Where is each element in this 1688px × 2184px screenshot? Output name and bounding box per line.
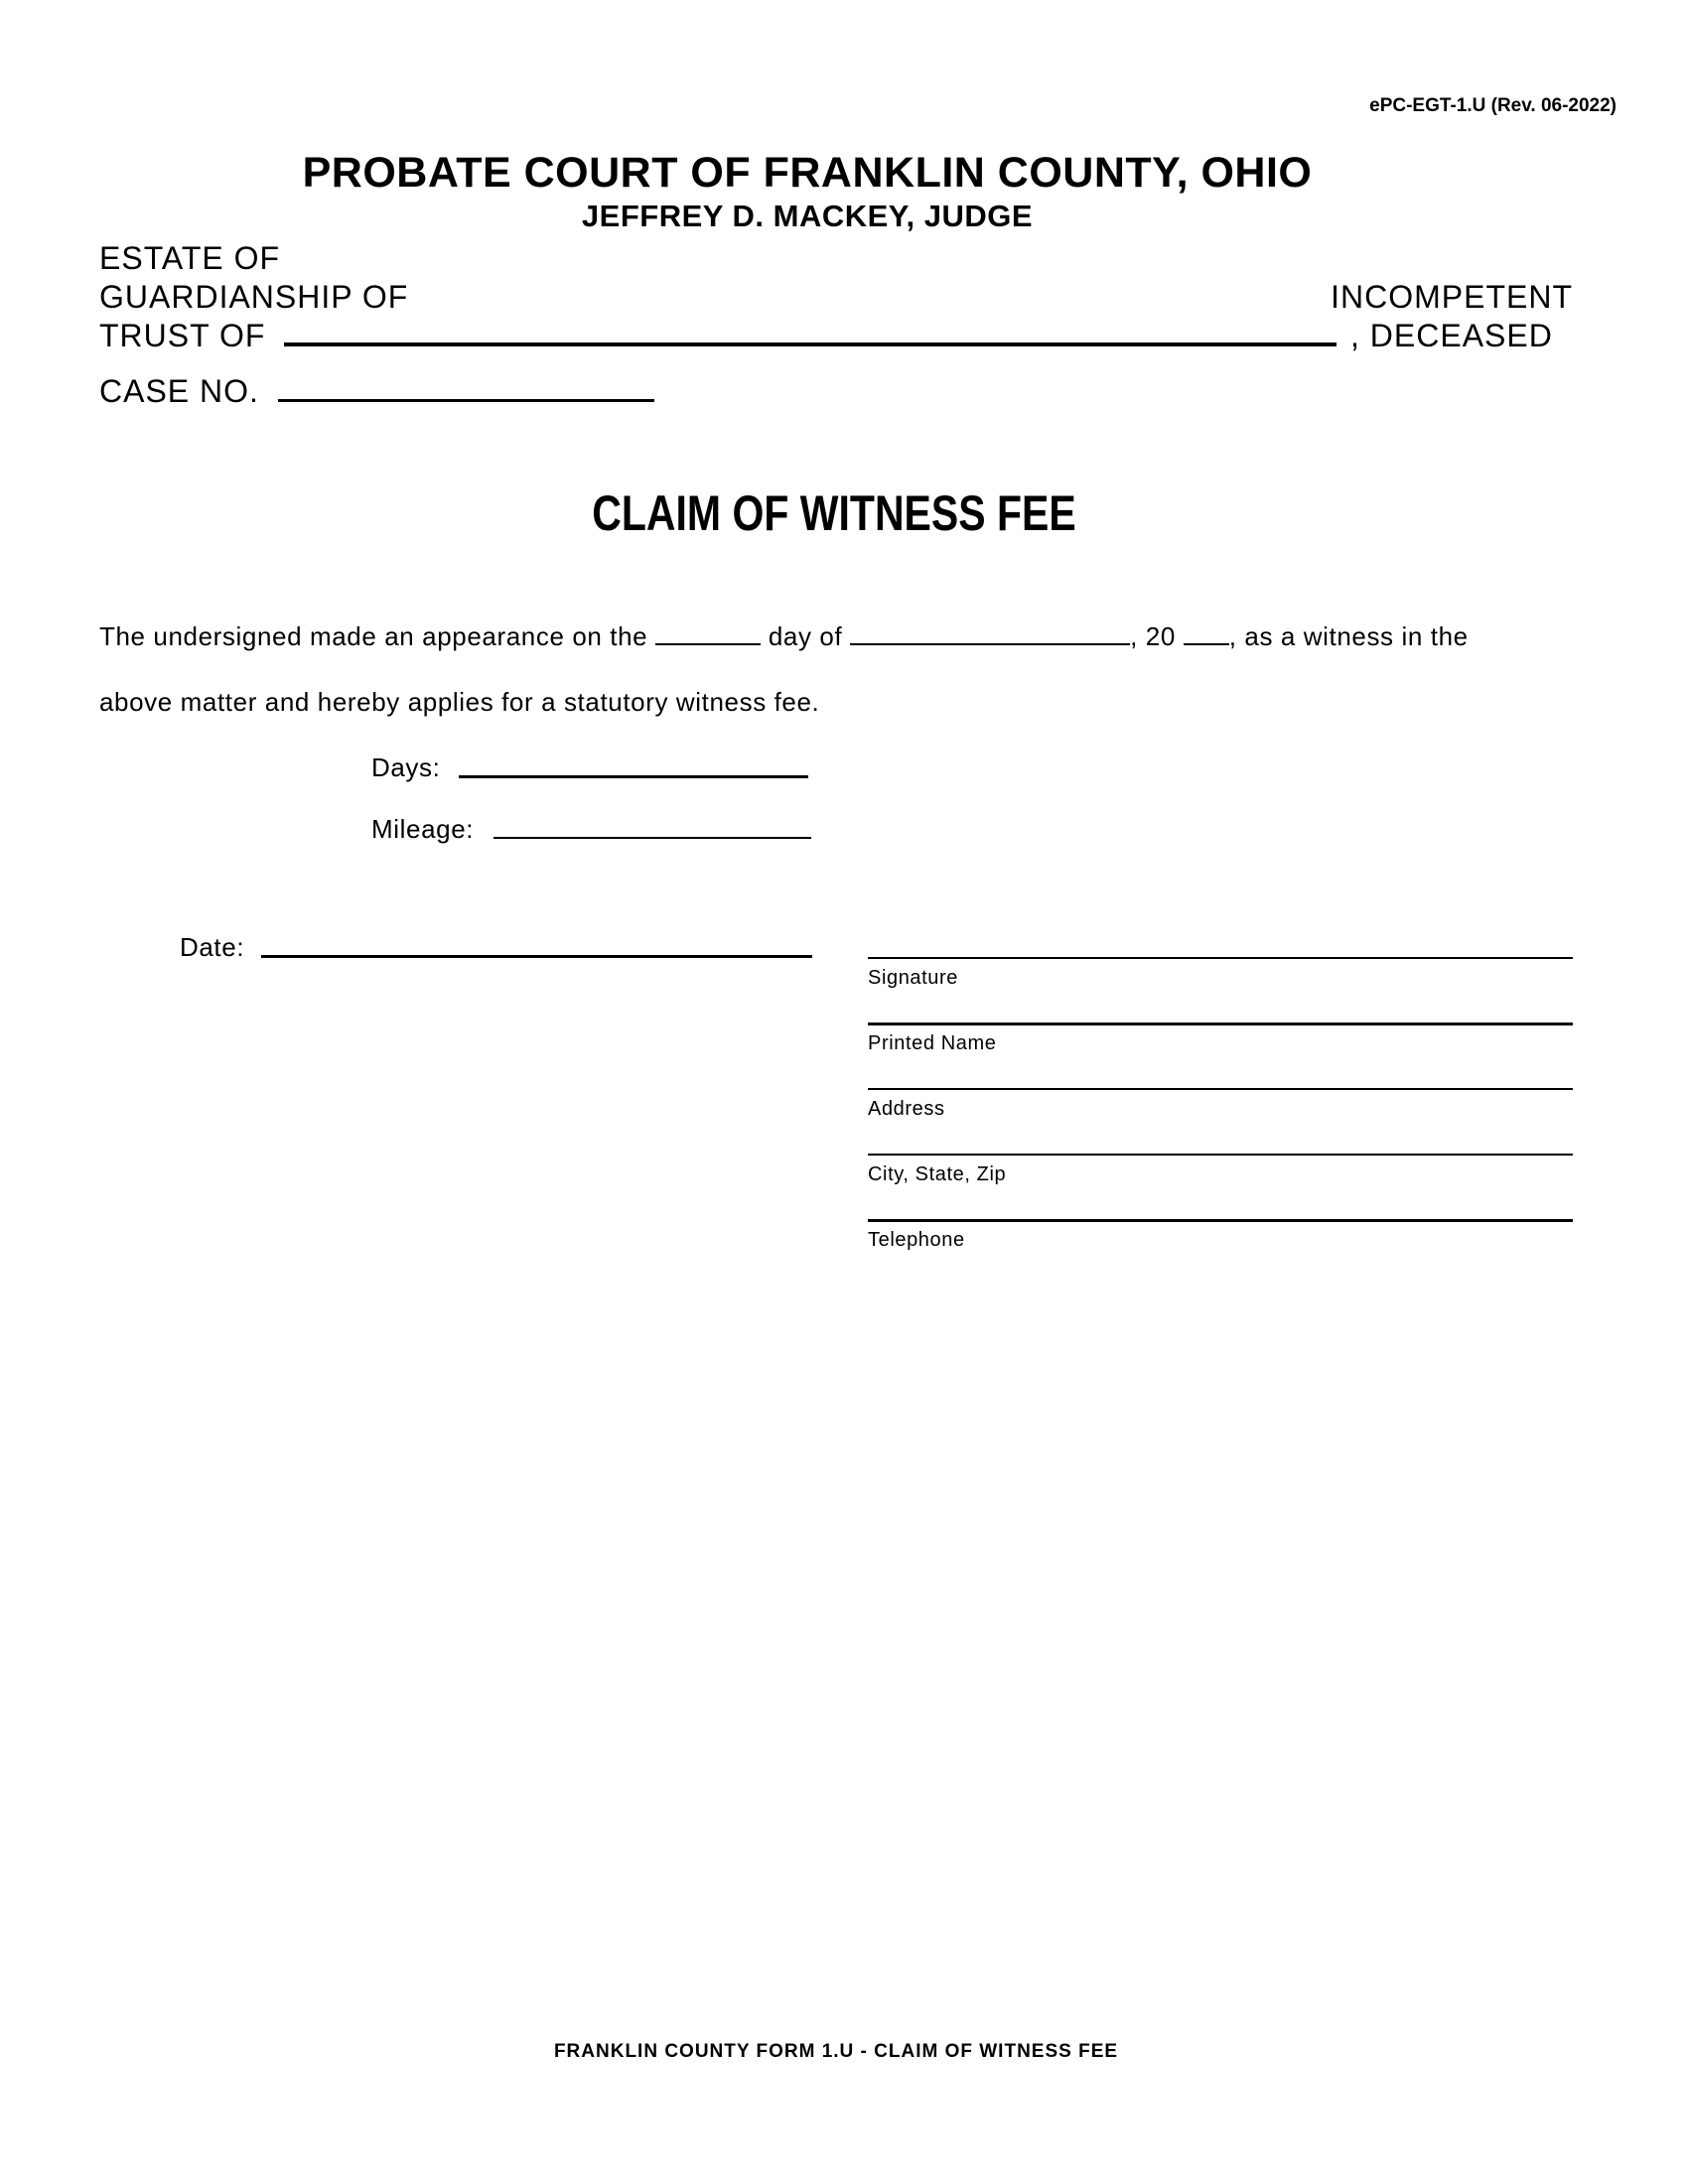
days-label: Days: bbox=[371, 752, 441, 782]
signature-field[interactable] bbox=[868, 957, 1573, 959]
estate-name-field[interactable] bbox=[284, 342, 1336, 346]
telephone-field[interactable] bbox=[868, 1219, 1573, 1222]
date-label: Date: bbox=[180, 932, 245, 962]
telephone-label: Telephone bbox=[868, 1229, 965, 1251]
signature-label: Signature bbox=[868, 967, 959, 989]
sentence-part: , 20 bbox=[1130, 621, 1176, 651]
incompetent-label: INCOMPETENT bbox=[1331, 279, 1573, 315]
printed-name-label: Printed Name bbox=[868, 1032, 997, 1054]
city-state-zip-field[interactable] bbox=[868, 1154, 1573, 1156]
appearance-sentence bbox=[99, 621, 1573, 652]
guardianship-of-label: GUARDIANSHIP OF bbox=[99, 279, 409, 315]
city-state-zip-label: City, State, Zip bbox=[868, 1163, 1007, 1185]
mileage-field[interactable] bbox=[493, 837, 811, 839]
trust-of-label: TRUST OF bbox=[99, 318, 266, 353]
sentence-part: day of bbox=[768, 621, 843, 651]
deceased-label: , DECEASED bbox=[1350, 318, 1553, 353]
year-field[interactable] bbox=[1184, 643, 1229, 645]
case-no-field[interactable] bbox=[278, 399, 654, 402]
judge-name: JEFFREY D. MACKEY, JUDGE bbox=[581, 199, 1034, 233]
sentence-part: The undersigned made an appearance on the bbox=[99, 621, 648, 651]
address-label: Address bbox=[868, 1098, 945, 1120]
month-field[interactable] bbox=[850, 643, 1130, 645]
printed-name-field[interactable] bbox=[868, 1023, 1573, 1025]
court-name: PROBATE COURT OF FRANKLIN COUNTY, OHIO bbox=[302, 149, 1313, 197]
form-code: ePC-EGT-1.U (Rev. 06-2022) bbox=[1369, 95, 1617, 116]
footer: FRANKLIN COUNTY FORM 1.U - CLAIM OF WITNESS FEE bbox=[553, 2041, 1119, 2062]
day-field[interactable] bbox=[655, 643, 761, 645]
case-no-label: CASE NO. bbox=[99, 373, 259, 409]
date-field[interactable] bbox=[261, 955, 812, 958]
mileage-label: Mileage: bbox=[371, 814, 475, 844]
days-field[interactable] bbox=[459, 775, 808, 778]
sentence-part: , as a witness in the bbox=[1228, 621, 1469, 651]
estate-of-label: ESTATE OF bbox=[99, 240, 281, 276]
appearance-sentence-line2: above matter and hereby applies for a statutory witness fee. bbox=[99, 687, 820, 717]
address-field[interactable] bbox=[868, 1088, 1573, 1090]
form-title: CLAIM OF WITNESS FEE bbox=[592, 485, 1076, 541]
